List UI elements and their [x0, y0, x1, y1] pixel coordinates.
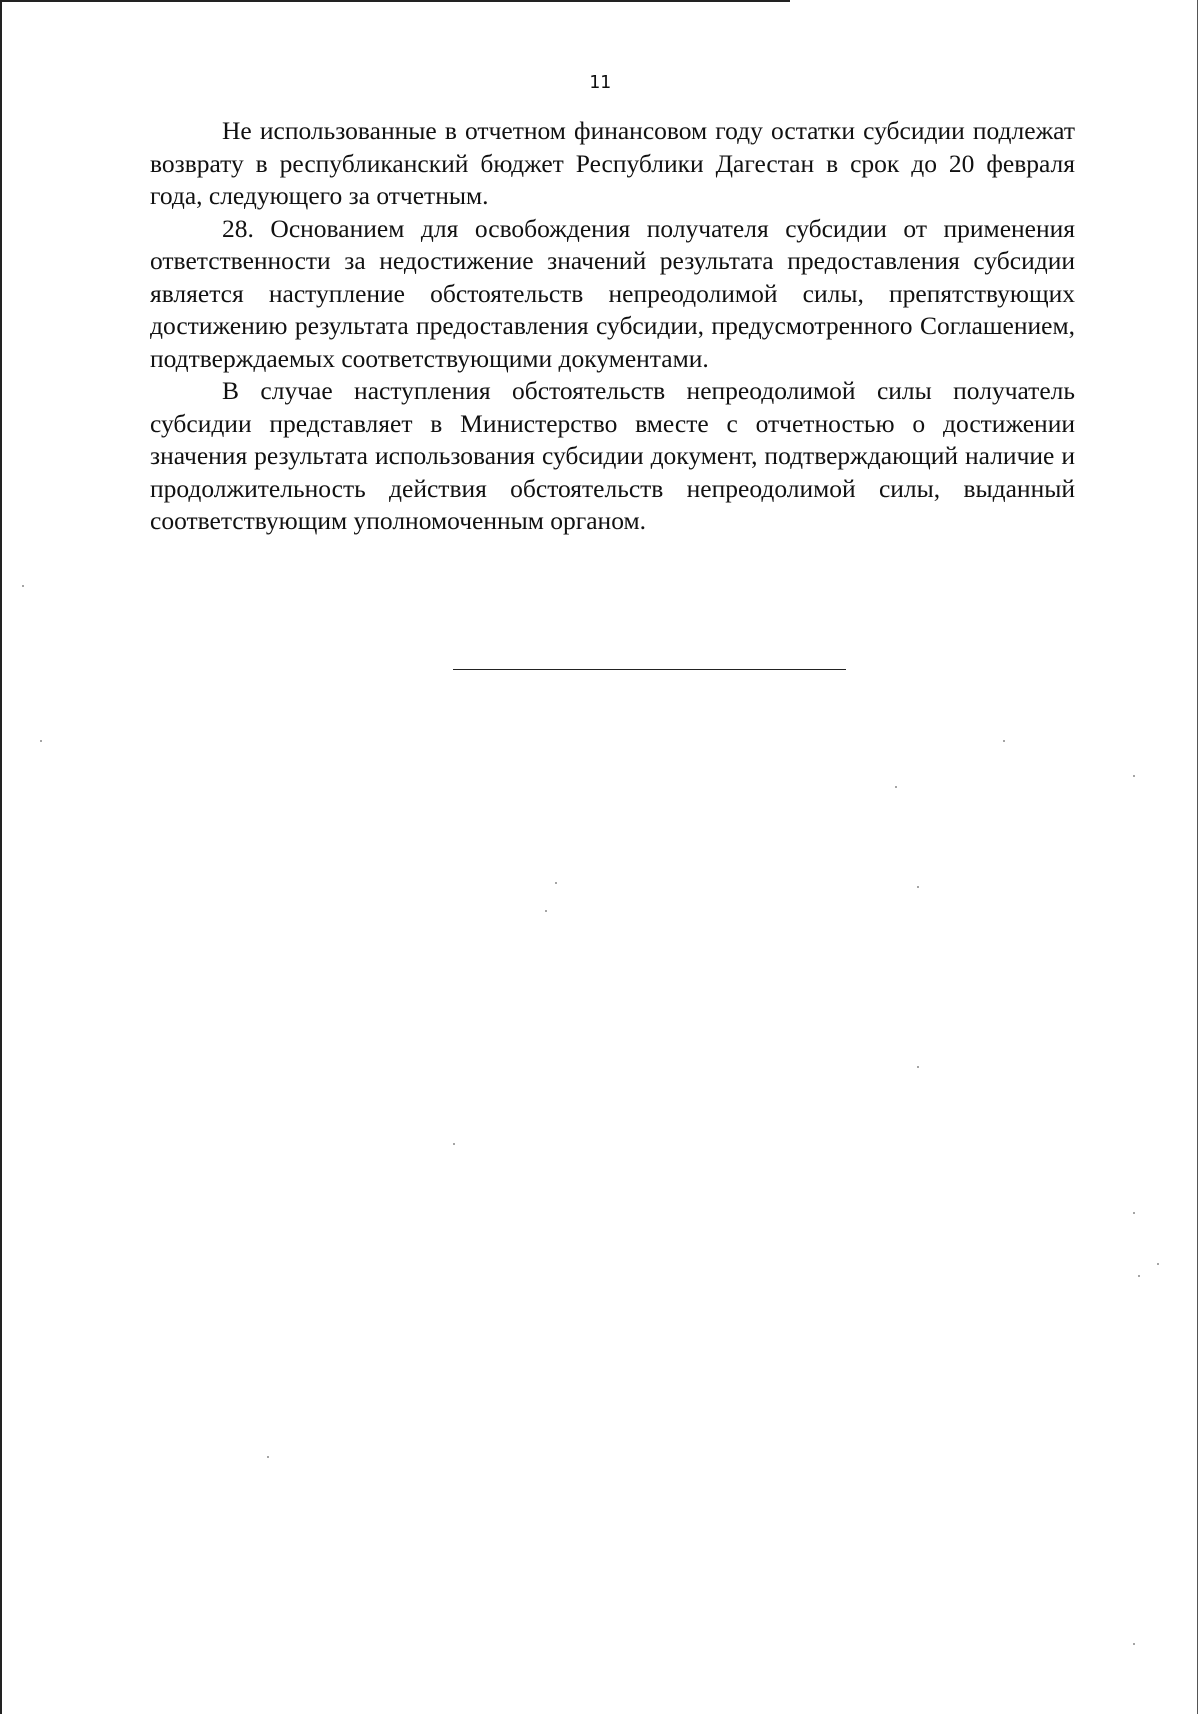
- scan-speck: [545, 910, 547, 912]
- scan-speck: [1133, 1643, 1135, 1645]
- scan-speck: [40, 740, 42, 742]
- scan-speck: [1133, 1212, 1135, 1214]
- scan-speck: [555, 882, 557, 884]
- scan-speck: [267, 1456, 269, 1458]
- paragraph-unused-subsidy-return: Не использованные в отчетном финансовом году остатки субсидии подлежат возврату в республиканский бюджет Республики Дагестан в срок до 20 февраля года, следующего за отчетным.: [150, 116, 1075, 210]
- page-number: 11: [589, 72, 611, 93]
- scan-speck: [22, 585, 24, 587]
- scan-speck: [1003, 740, 1005, 742]
- paragraph-28-force-majeure-exemption: 28. Основанием для освобождения получателя субсидии от применения ответственности за недостижение значений результата предоставления субсидии является наступление обстоятельств непреодолимой силы, препятствующих достижению результата предоставления субсидии, предусмотренного Соглашением, подтверждаемых соответствующими документами.: [150, 213, 1075, 373]
- scan-speck: [1138, 1275, 1140, 1277]
- closing-separator-line: [453, 669, 846, 670]
- scan-speck: [1133, 775, 1135, 777]
- scan-border-left: [0, 0, 2, 1714]
- scan-speck: [453, 1143, 455, 1145]
- scan-speck: [1157, 1263, 1159, 1265]
- scan-speck: [895, 786, 897, 788]
- document-body: [150, 115, 1075, 538]
- scan-border-top: [0, 0, 790, 2]
- scan-border-right: [1197, 0, 1198, 1714]
- scan-speck: [917, 886, 919, 888]
- paragraph-force-majeure-documents: В случае наступления обстоятельств непреодолимой силы получатель субсидии представляет в Министерство вместе с отчетностью о достижении значения результата использования субсидии документ, подтверждающий наличие и продолжительность действия обстоятельств непреодолимой силы, выданный соответствующим уполномоченным органом.: [150, 376, 1075, 535]
- scan-speck: [917, 1066, 919, 1068]
